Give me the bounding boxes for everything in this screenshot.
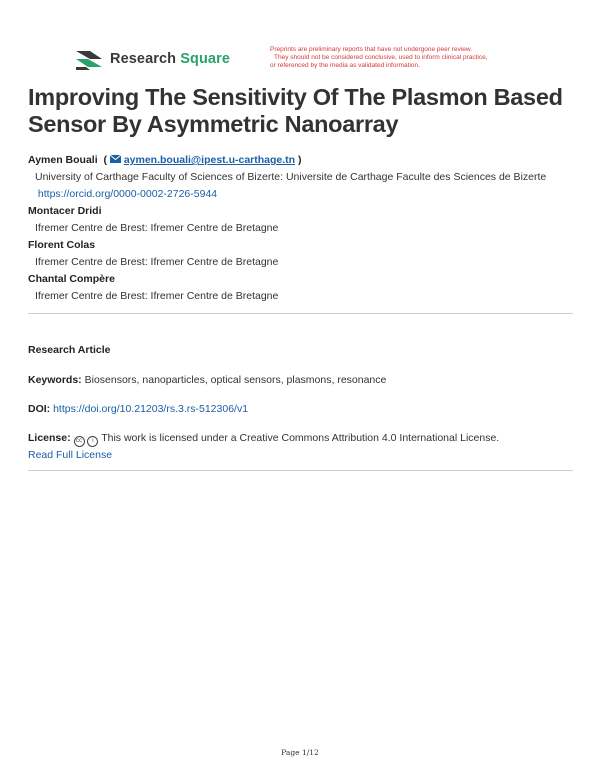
author-affiliation: Ifremer Centre de Brest: Ifremer Centre de Bretagne [35, 222, 279, 234]
author-entry [28, 152, 573, 169]
author-name: Florent Colas [28, 239, 96, 251]
doi-label: DOI: [28, 403, 51, 415]
license-label: License: [28, 432, 71, 444]
keywords-row [28, 372, 573, 389]
author-email-link[interactable]: aymen.bouali@ipest.u-carthage.tn [123, 154, 296, 166]
keywords-value: Biosensors, nanoparticles, optical sensors, plasmons, resonance [84, 374, 387, 386]
author-name: Chantal Compère [28, 273, 115, 285]
keywords-label: Keywords: [28, 374, 82, 386]
read-full-license-link[interactable]: Read Full License [28, 449, 113, 461]
envelope-icon [110, 155, 121, 163]
orcid-link[interactable]: https://orcid.org/0000-0002-2726-5944 [37, 188, 218, 200]
research-square-logo[interactable] [74, 47, 230, 71]
research-square-logo-icon [74, 47, 104, 71]
license-row [28, 430, 573, 471]
author-name: Aymen Bouali [28, 154, 98, 166]
by-icon: i [87, 436, 98, 447]
author-affiliation: Ifremer Centre de Brest: Ifremer Centre de Bretagne [35, 290, 279, 302]
article-type-label: Research Article [28, 344, 111, 356]
doi-link[interactable]: https://doi.org/10.21203/rs.3.rs-512306/v1 [53, 403, 249, 415]
page-number: Page 1/12 [281, 748, 319, 757]
divider [28, 470, 573, 471]
logo-wordmark: Research Square [110, 51, 230, 67]
divider [28, 313, 573, 314]
cc-icon: cc [74, 436, 85, 447]
preprint-disclaimer [270, 46, 570, 70]
affiliation-text: University of Carthage Faculty of Sciences of Bizerte: Universite de Carthage Faculte des Sciences de Bizerte [35, 171, 547, 183]
disclaimer-line: or referenced by the media as validated information. [270, 62, 420, 69]
paren-close: ) [295, 154, 302, 166]
doi-row [28, 401, 573, 418]
disclaimer-line: Preprints are preliminary reports that have not undergone peer review. [270, 46, 472, 53]
author-name: Montacer Dridi [28, 205, 102, 217]
article-type [28, 342, 573, 359]
paper-title: Improving The Sensitivity Of The Plasmon Based Sensor By Asymmetric Nanoarray [28, 84, 563, 137]
disclaimer-line: They should not be considered conclusive, used to inform clinical practice, [274, 54, 488, 61]
license-text: This work is licensed under a Creative Commons Attribution 4.0 International License. [101, 432, 500, 444]
paren-open: ( [100, 154, 107, 166]
author-affiliation [28, 169, 573, 203]
author-affiliation: Ifremer Centre de Brest: Ifremer Centre de Bretagne [35, 256, 279, 268]
authors-block [28, 152, 573, 314]
